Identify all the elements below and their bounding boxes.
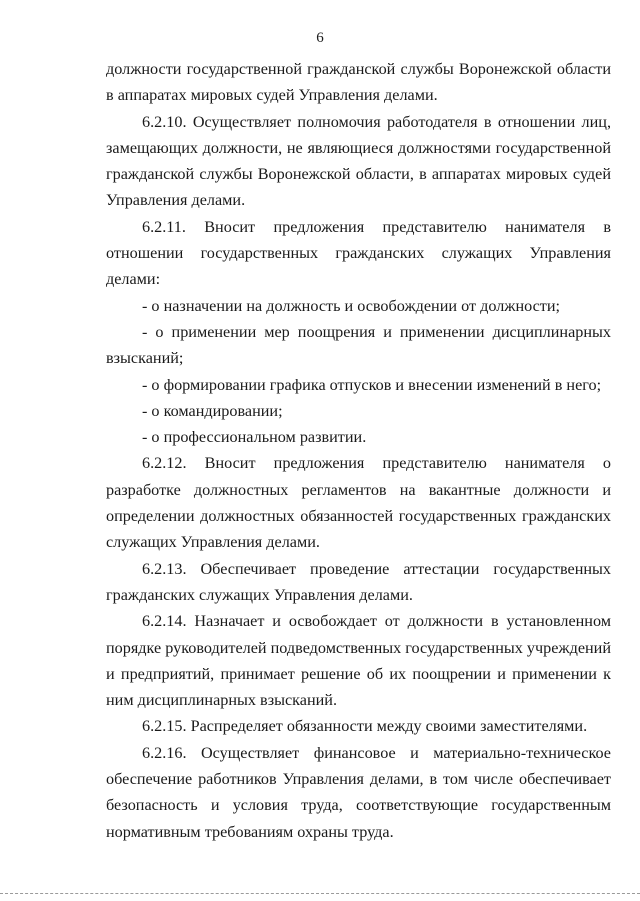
list-item-vacation-schedule: - о формировании графика отпусков и внесении изменений в него;: [142, 375, 602, 394]
paragraph-6-2-13: 6.2.13. Обеспечивает проведение аттестации государственных гражданских служащих Управления делами.: [106, 559, 611, 604]
document-body: [106, 56, 611, 845]
paragraph-6-2-15: 6.2.15. Распределяет обязанности между своими заместителями.: [142, 717, 588, 736]
page-number: 6: [316, 30, 324, 46]
list-item-professional-development: - о профессиональном развитии.: [142, 428, 367, 447]
list-item-appointment: - о назначении на должность и освобождении от должности;: [142, 296, 561, 315]
list-item-incentives-discipline: - о применении мер поощрения и применении дисциплинарных взысканий;: [106, 322, 611, 368]
list-item-business-trips: - о командировании;: [142, 401, 283, 420]
paragraph-6-2-11: 6.2.11. Вносит предложения представителю нанимателя в отношении государственных гражданских служащих Управления делами:: [106, 217, 611, 289]
paragraph-6-2-10: 6.2.10. Осуществляет полномочия работодателя в отношении лиц, замещающих должности, не являющиеся должностями государственной гражданской службы Воронежской области, в аппаратах мировых судей Управления делами.: [106, 112, 611, 210]
paragraph-6-2-12: 6.2.12. Вносит предложения представителю нанимателя о разработке должностных регламентов на вакантные должности и определении должностных обязанностей государственных гражданских служащих Управления делами.: [106, 454, 611, 552]
paragraph-continuation: должности государственной гражданской службы Воронежской области в аппаратах мировых судей Управления делами.: [106, 60, 611, 105]
paragraph-6-2-14: 6.2.14. Назначает и освобождает от должности в установленном порядке руководителей подведомственных государственных учреждений и предприятий, принимает решение об их поощрении и применении к ним дисциплинарных взысканий.: [106, 612, 612, 710]
paragraph-6-2-16: 6.2.16. Осуществляет финансовое и материально-техническое обеспечение работников Управления делами, в том числе обеспечивает безопасность и условия труда, соответствующие государственным нормативным требованиям охраны труда.: [106, 743, 611, 841]
footer-divider: [0, 893, 640, 894]
